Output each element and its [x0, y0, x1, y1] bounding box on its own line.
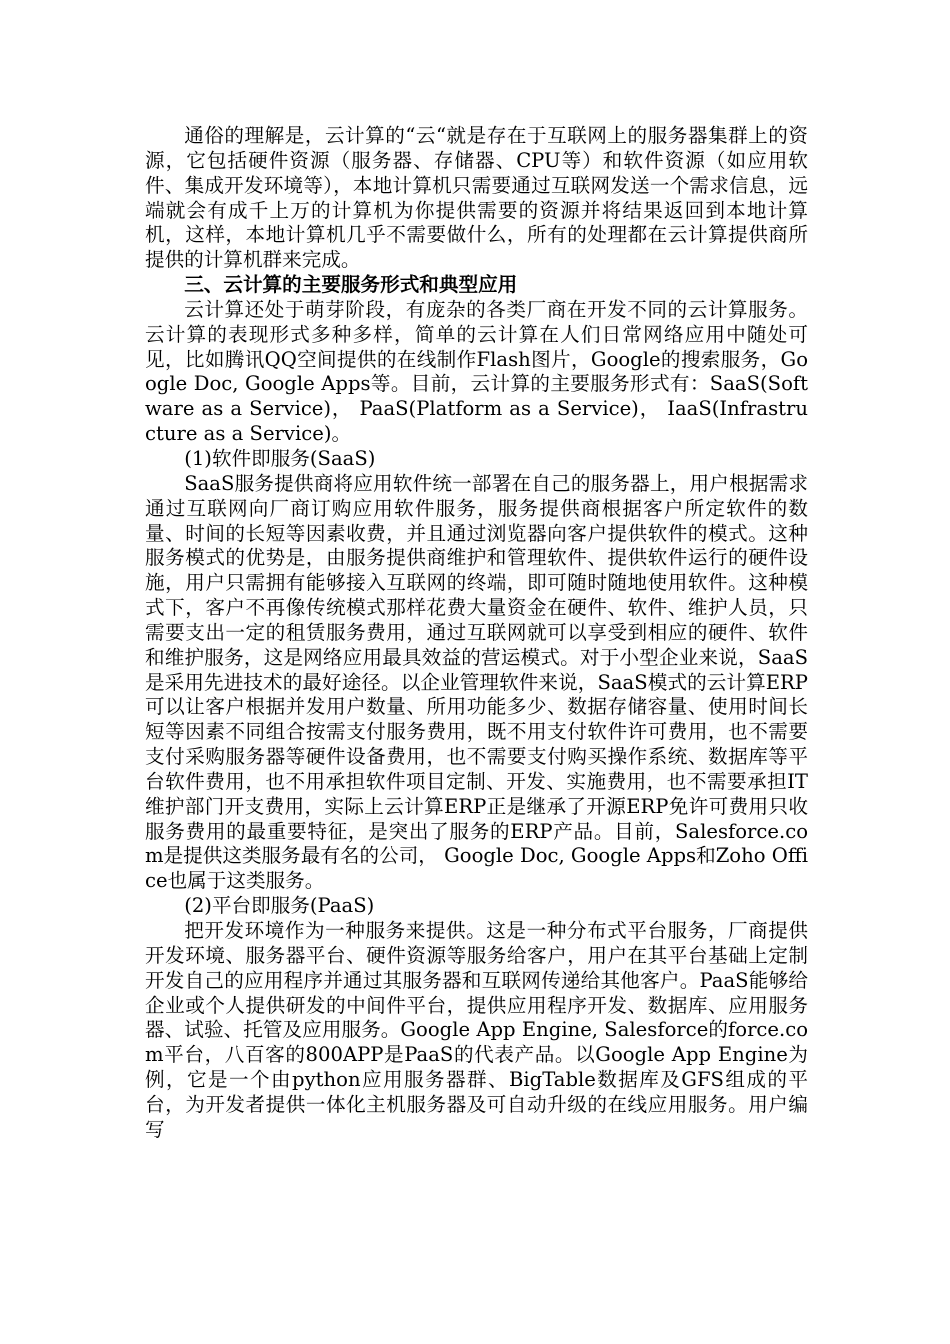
section-heading-service-forms: 三、云计算的主要服务形式和典型应用 — [184, 273, 518, 297]
paragraph-saas: SaaS服务提供商将应用软件统一部署在自己的服务器上，用户根据需求通过互联网向厂商订购应用软件服务，服务提供商根据客户所定软件的数量、时间的长短等因素收费，并且通过浏览器向客户提供软件的模式。这种服务模式的优势是，由服务提供商维护和管理软件、提供软件运行的硬件设施，用户只需拥有能够接入互联网的终端，即可随时随地使用软件。这种模式下，客户不再像传统模式那样花费大量资金在硬件、软件、维护人员，只需要支出一定的租赁服务费用，通过互联网就可以享受到相应的硬件、软件和维护服务，这是网络应用最具效益的营运模式。对于小型企业来说，SaaS是采用先进技术的最好途径。以企业管理软件来说，SaaS模式的云计算ERP可以让客户根据并发用户数量、所用功能多少、数据存储容量、使用时间长短等因素不同组合按需支付服务费用，既不用支付软件许可费用，也不需要支付采购服务器等硬件设备费用，也不需要支付购买操作系统、数据库等平台软件费用，也不用承担软件项目定制、开发、实施费用，也不需要承担IT维护部门开支费用，实际上云计算ERP正是继承了开源ERP免许可费用只收服务费用的最重要特征，是突出了服务的ERP产品。目前，Salesforce.com是提供这类服务最有名的公司， Google Doc, Google Apps和Zoho Office也属于这类服务。 — [145, 471, 809, 893]
paragraph-paas: 把开发环境作为一种服务来提供。这是一种分布式平台服务，厂商提供开发环境、服务器平台、硬件资源等服务给客户，用户在其平台基础上定制开发自己的应用程序并通过其服务器和互联网传递给其他客户。PaaS能够给企业或个人提供研发的中间件平台，提供应用程序开发、数据库、应用服务器、试验、托管及应用服务。Google App Engine, Salesforce的force.com平台，八百客的800APP是PaaS的代表产品。以Google App Engine为例，它是一个由python应用服务器群、BigTable数据库及GFS组成的平台，为开发者提供一体化主机服务器及可自动升级的在线应用服务。用户编写 — [145, 919, 808, 1141]
document-body — [145, 124, 808, 1143]
subheading-paas: (2)平台即服务(PaaS) — [184, 894, 375, 918]
paragraph-service-forms-intro: 云计算还处于萌芽阶段，有庞杂的各类厂商在开发不同的云计算服务。云计算的表现形式多种多样，简单的云计算在人们日常网络应用中随处可见，比如腾讯QQ空间提供的在线制作Flash图片，Google的搜索服务，Google Doc, Google Apps等。目前，云计算的主要服务形式有：SaaS(Software as a Service)， PaaS(Platform as a Service)， IaaS(Infrastructure as a Service)。 — [145, 297, 808, 446]
subheading-saas: (1)软件即服务(SaaS) — [184, 446, 376, 470]
paragraph-cloud-definition: 通俗的理解是，云计算的“云“就是存在于互联网上的服务器集群上的资源，它包括硬件资源（服务器、存储器、CPU等）和软件资源（如应用软件、集成开发环境等），本地计算机只需要通过互联网发送一个需求信息，远端就会有成千上万的计算机为你提供需要的资源并将结果返回到本地计算机，这样，本地计算机几乎不需要做什么，所有的处理都在云计算提供商所提供的计算机群来完成。 — [145, 124, 808, 272]
